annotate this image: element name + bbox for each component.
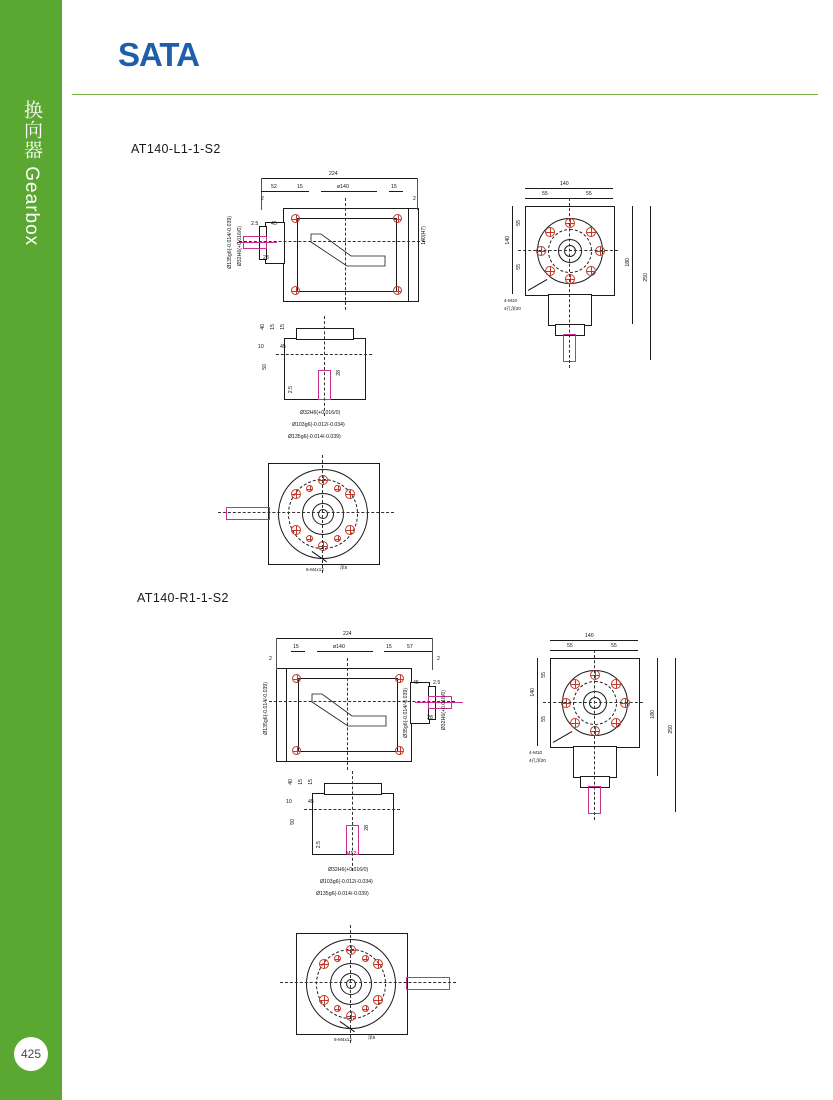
dim-55-left-text: 55: [516, 220, 522, 226]
dim-140-top-line: [550, 640, 638, 641]
plan-bore: [318, 509, 328, 519]
ext-line: [261, 178, 262, 210]
corner-bolt: [292, 674, 301, 683]
output-shaft-bottom: [318, 370, 331, 400]
dim-32h6-text: Ø32H6(+0.016/0): [441, 690, 447, 731]
ext-line: [432, 638, 433, 670]
bolt-depth-text: 4孔深20: [529, 758, 546, 763]
flange-bolt: [620, 698, 630, 708]
dim-140-left-line: [512, 206, 513, 294]
flange-bolt: [561, 698, 571, 708]
sidebar: [0, 0, 62, 1100]
bottom-collar: [324, 783, 382, 795]
figure-2-front-view: [255, 620, 475, 780]
horizontal-centerline: [239, 241, 425, 242]
header-divider: [72, 94, 818, 95]
dim-140h7-text: 140(H7): [421, 226, 427, 245]
corner-bolt: [292, 746, 301, 755]
dim-250-line: [650, 206, 651, 360]
dim-15-line: [384, 651, 398, 652]
input-shaft: [243, 236, 267, 249]
plan-callout-text: 6-M4x12: [334, 1037, 352, 1042]
figure-1-bottom-view: [240, 310, 440, 450]
sata-logo: [118, 36, 238, 76]
dim-15-text: 15: [298, 779, 304, 785]
dim-140-left-text: 140: [530, 688, 536, 697]
dim-55b-text: 55: [586, 191, 592, 197]
dim-15b-text: 15: [391, 184, 397, 190]
corner-bolt: [291, 214, 300, 223]
dim-140-top-line: [525, 188, 613, 189]
flange-bolt: [590, 726, 600, 736]
dim-52-text: 52: [271, 184, 277, 190]
dim-28-text: 28: [427, 715, 433, 721]
dim-250-line: [675, 658, 676, 812]
dim-28-text: 28: [364, 825, 370, 831]
dim-55-left-text: 55: [541, 672, 547, 678]
flange-bolt: [586, 227, 596, 237]
dim-m12-text: M12: [346, 851, 357, 857]
dim-140-line: [317, 651, 373, 652]
figure-1-plan-view: [250, 455, 450, 590]
flange-bolt: [545, 227, 555, 237]
dim-15b-line: [291, 651, 305, 652]
figure-title-2: AT140-R1-1-S2: [137, 591, 229, 605]
svg-text:SATA: SATA: [118, 36, 199, 73]
dim-224-line: [261, 178, 417, 179]
dim-224-line: [276, 638, 432, 639]
dim-140-left-text: 140: [505, 236, 511, 245]
dim-45-text: 45: [308, 799, 314, 805]
vertical-centerline: [594, 650, 595, 820]
dim-180-text: 180: [650, 710, 656, 719]
plan-bolt: [345, 489, 355, 499]
plan-bolt: [346, 945, 356, 955]
plan-bolt-inner: [362, 955, 369, 962]
figure-2-bottom-view: [268, 765, 468, 910]
dim-224-text: 224: [343, 631, 352, 637]
corner-bolt: [393, 286, 402, 295]
plan-v-centerline: [322, 455, 323, 573]
dim-55b-text: 55: [611, 643, 617, 649]
horizontal-centerline: [543, 702, 643, 703]
bolt-callout-text: 4-M10: [529, 750, 543, 755]
figure-1-front-view: [225, 170, 445, 320]
horizontal-centerline: [276, 354, 372, 355]
dim-180-line: [632, 206, 633, 324]
dim-55-text: 55: [542, 191, 548, 197]
dim-25-text: 2.5: [433, 680, 441, 686]
flange-bolt: [536, 246, 546, 256]
plan-bolt-inner: [334, 955, 341, 962]
dim-140-top-text: 140: [585, 633, 594, 639]
dim-40-text: 40: [288, 779, 294, 785]
dim-55-text: 55: [567, 643, 573, 649]
flange-bolt: [611, 718, 621, 728]
flange-bolt: [565, 218, 575, 228]
horizontal-centerline: [304, 809, 400, 810]
plan-bolt: [373, 995, 383, 1005]
dim-57-line: [398, 651, 432, 652]
left-flange: [276, 668, 287, 762]
dim-15b-text: 15: [308, 779, 314, 785]
corner-bolt: [291, 286, 300, 295]
dim-55b-line: [569, 198, 613, 199]
dim-140-text: ø140: [333, 644, 345, 650]
dim-140-left-line: [537, 658, 538, 746]
flange-bolt: [565, 274, 575, 284]
plan-bolt: [346, 1011, 356, 1021]
dim-50-text: 50: [262, 364, 268, 370]
bolt-callout-text: 4-M10: [504, 298, 518, 303]
dim-103g6-text: Ø103g6(-0.012/-0.034): [320, 879, 373, 885]
sidebar-section-label: 换向器 Gearbox: [21, 100, 42, 247]
dim-32h6-text: Ø32H6(+0.016/0): [237, 226, 243, 267]
figure-1-side-view: [500, 178, 720, 378]
right-flange: [408, 208, 419, 302]
plan-h-centerline: [280, 982, 456, 983]
dim-10-text: 10: [286, 799, 292, 805]
flange-bolt: [611, 679, 621, 689]
dim-55b-line: [594, 650, 638, 651]
lower-housing: [548, 294, 592, 326]
plan-bolt: [291, 525, 301, 535]
corner-bolt: [395, 674, 404, 683]
corner-bolt: [395, 746, 404, 755]
plan-bolt: [345, 525, 355, 535]
dim-28-text: 28: [263, 255, 269, 261]
plan-v-centerline: [350, 925, 351, 1043]
dim-45-text: 45: [413, 680, 419, 686]
plan-bolt: [318, 541, 328, 551]
flange-bolt: [586, 266, 596, 276]
plan-bolt: [373, 959, 383, 969]
dim-15b-text: 15: [280, 324, 286, 330]
horizontal-centerline: [518, 250, 618, 251]
flange-bolt: [590, 670, 600, 680]
dim-55-line: [550, 650, 594, 651]
dim-135g6-text: Ø135g6(-0.014/-0.039): [288, 434, 341, 440]
plan-callout-text: 6-M4x12: [306, 567, 324, 572]
dim-55-left-b-text: 55: [516, 264, 522, 270]
dim-15-text: 15: [386, 644, 392, 650]
dim-55-left-b-text: 55: [541, 716, 547, 722]
lower-housing: [573, 746, 617, 778]
dim-2b-text: 2: [437, 656, 440, 662]
vertical-centerline: [345, 198, 346, 310]
figure-2-plan-view: [258, 925, 478, 1060]
plan-bolt: [291, 489, 301, 499]
dim-55-line: [525, 198, 569, 199]
dim-57-text: 57: [407, 644, 413, 650]
dim-10-text: 10: [258, 344, 264, 350]
dim-15b-line: [389, 191, 403, 192]
dim-2b-text: 2: [413, 196, 416, 202]
plan-bolt: [319, 959, 329, 969]
figure-title-1: AT140-L1-1-S2: [131, 142, 221, 156]
hidden-circle: [548, 229, 592, 273]
dim-40-text: 40: [260, 324, 266, 330]
flange-bolt: [545, 266, 555, 276]
flange-bolt: [570, 718, 580, 728]
dim-45-text: 45: [271, 221, 277, 227]
ext-line: [417, 178, 418, 210]
dim-140-line: [321, 191, 377, 192]
dim-180-line: [657, 658, 658, 776]
page-number-badge: 425: [14, 1037, 48, 1071]
ext-line: [276, 638, 277, 670]
plan-bolt: [318, 475, 328, 485]
vertical-centerline: [347, 658, 348, 770]
plan-h-centerline: [218, 512, 394, 513]
dim-180-text: 180: [625, 258, 631, 267]
plan-bolt: [319, 995, 329, 1005]
dim-135g6-text: Ø135g6(-0.014/-0.039): [316, 891, 369, 897]
plan-callout-depth: 深8: [368, 1035, 376, 1040]
vertical-centerline: [324, 316, 325, 416]
plan-bolt-inner: [306, 535, 313, 542]
plan-bolt-inner: [334, 535, 341, 542]
input-shaft: [428, 696, 452, 709]
dim-140-text: ø140: [337, 184, 349, 190]
plan-bolt-inner: [334, 1005, 341, 1012]
plan-bolt-inner: [334, 485, 341, 492]
dim-2-text: 2: [269, 656, 272, 662]
corner-bolt: [393, 214, 402, 223]
dim-135g6-left-text: Ø135g6(-0.014/-0.039): [263, 682, 269, 735]
dim-25-text: 2.5: [251, 221, 259, 227]
dim-45-text: 45: [280, 344, 286, 350]
dim-25-text: 2.5: [316, 841, 322, 849]
dim-224-text: 224: [329, 171, 338, 177]
hidden-circle: [573, 681, 617, 725]
dim-2-text: 2: [261, 196, 264, 202]
dim-50-text: 50: [290, 819, 296, 825]
vertical-centerline: [569, 198, 570, 368]
dim-15-text: 15: [270, 324, 276, 330]
dim-250-text: 250: [668, 725, 674, 734]
dim-15b-text: 15: [293, 644, 299, 650]
flange-bolt: [595, 246, 605, 256]
dim-25-text: 2.5: [288, 386, 294, 394]
dim-32h6-text: Ø32H6(+0.016/0): [328, 867, 369, 873]
dim-32h6-text: Ø32H6(+0.016/0): [300, 410, 341, 416]
bottom-collar: [296, 328, 354, 340]
figure-2-side-view: [525, 630, 745, 830]
dim-35g6-text: Ø35g6(-0.014/-0.039): [403, 688, 409, 738]
plan-bolt-inner: [306, 485, 313, 492]
bolt-depth-text: 4孔深20: [504, 306, 521, 311]
plan-callout-depth: 深8: [340, 565, 348, 570]
dim-52-line: [261, 191, 295, 192]
dim-15-line: [295, 191, 309, 192]
dim-140-top-text: 140: [560, 181, 569, 187]
plan-input-shaft: [406, 977, 450, 990]
horizontal-centerline: [269, 701, 455, 702]
plan-input-shaft: [226, 507, 270, 520]
dim-135g6-text: Ø135g6(-0.014/-0.039): [227, 216, 233, 269]
dim-28-text: 28: [336, 370, 342, 376]
dim-250-text: 250: [643, 273, 649, 282]
dim-15-text: 15: [297, 184, 303, 190]
plan-bolt-inner: [362, 1005, 369, 1012]
flange-bolt: [570, 679, 580, 689]
dim-103g6-text: Ø103g6(-0.012/-0.034): [292, 422, 345, 428]
plan-bore: [346, 979, 356, 989]
